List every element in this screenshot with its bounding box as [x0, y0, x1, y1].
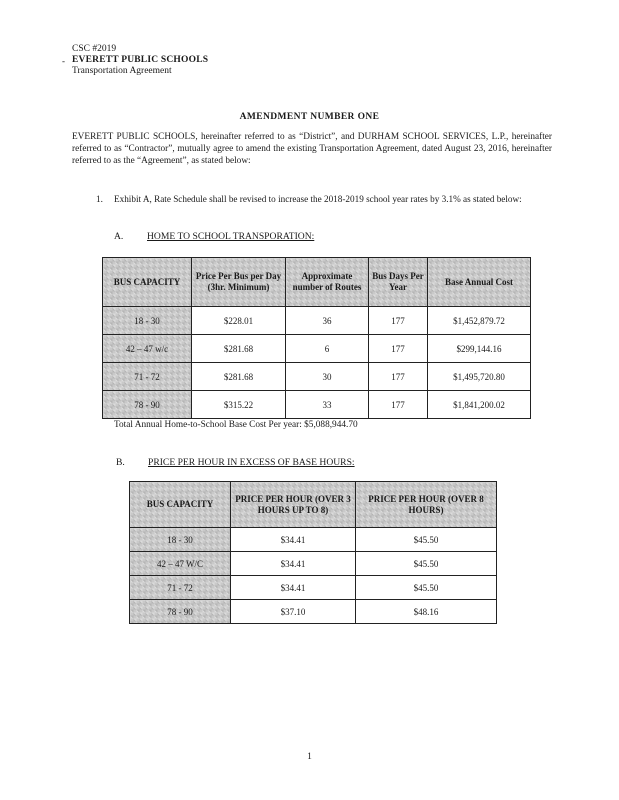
table-cell: $281.68 [192, 363, 286, 391]
column-header: Bus Days Per Year [369, 258, 428, 307]
table-row [103, 391, 531, 419]
table-cell: 71 - 72 [130, 576, 231, 600]
table-header-row [103, 258, 531, 307]
table-cell: 18 - 30 [130, 528, 231, 552]
section-letter: A. [114, 231, 124, 242]
table-cell: $34.41 [231, 576, 356, 600]
table-cell: $48.16 [356, 600, 497, 624]
column-header: BUS CAPACITY [130, 482, 231, 528]
table-cell: 177 [369, 391, 428, 419]
table-cell: $34.41 [231, 528, 356, 552]
list-item-text: Exhibit A, Rate Schedule shall be revised to increase the 2018-2019 school year rates by 3.1% as stated below: [114, 194, 522, 204]
table-cell: 18 - 30 [103, 307, 192, 335]
table-cell: 71 - 72 [103, 363, 192, 391]
organization-name: EVERETT PUBLIC SCHOOLS [72, 55, 209, 65]
page-number: 1 [307, 752, 312, 762]
column-header: PRICE PER HOUR (OVER 3 HOURS UP TO 8) [231, 482, 356, 528]
table-cell: $299,144.16 [428, 335, 531, 363]
annual-total: Total Annual Home-to-School Base Cost Per year: $5,088,944.70 [114, 420, 358, 430]
table-cell: 42 – 47 w/c [103, 335, 192, 363]
contract-number: CSC #2019 [72, 44, 117, 54]
table-cell: 78 - 90 [103, 391, 192, 419]
table-cell: 30 [286, 363, 369, 391]
table-row [130, 600, 497, 624]
table-cell: $37.10 [231, 600, 356, 624]
table-cell: 177 [369, 363, 428, 391]
column-header: Approximate number of Routes [286, 258, 369, 307]
table-cell: 36 [286, 307, 369, 335]
table-cell: $1,841,200.02 [428, 391, 531, 419]
table-cell: $45.50 [356, 528, 497, 552]
table-cell: $45.50 [356, 552, 497, 576]
margin-mark: - [62, 56, 65, 66]
document-title: AMENDMENT NUMBER ONE [239, 112, 380, 122]
table-header-row [130, 482, 497, 528]
table-cell: $281.68 [192, 335, 286, 363]
column-header: BUS CAPACITY [103, 258, 192, 307]
table-row [103, 335, 531, 363]
table-row [130, 552, 497, 576]
table-cell: 177 [369, 335, 428, 363]
column-header: Base Annual Cost [428, 258, 531, 307]
agreement-name: Transportation Agreement [72, 66, 172, 76]
table-cell: 78 - 90 [130, 600, 231, 624]
section-title: PRICE PER HOUR IN EXCESS OF BASE HOURS: [148, 457, 355, 468]
list-item-number: 1. [96, 194, 103, 204]
section-letter: B. [116, 457, 125, 468]
intro-paragraph: EVERETT PUBLIC SCHOOLS, hereinafter referred to as “District”, and DURHAM SCHOOL SERVICES, L.P., hereinafter referred to as “Contractor”, mutually agree to amend the existing Transportation Agreement, dated August 23, 2016, hereinafter referred to as the “Agreement”, as stated below: [72, 132, 552, 167]
table-row [130, 576, 497, 600]
table-cell: $1,495,720.80 [428, 363, 531, 391]
table-cell: $1,452,879.72 [428, 307, 531, 335]
home-to-school-rate-table [102, 257, 531, 419]
table-cell: 177 [369, 307, 428, 335]
table-row [130, 528, 497, 552]
table-cell: 42 – 47 W/C [130, 552, 231, 576]
table-cell: $45.50 [356, 576, 497, 600]
document-header [72, 44, 208, 77]
hourly-rate-table [129, 481, 497, 624]
column-header: Price Per Bus per Day (3hr. Minimum) [192, 258, 286, 307]
table-cell: 33 [286, 391, 369, 419]
section-title: HOME TO SCHOOL TRANSPORATION: [147, 231, 315, 242]
table-cell: 6 [286, 335, 369, 363]
table-cell: $34.41 [231, 552, 356, 576]
table-cell: $228.01 [192, 307, 286, 335]
table-cell: $315.22 [192, 391, 286, 419]
table-row [103, 307, 531, 335]
table-row [103, 363, 531, 391]
column-header: PRICE PER HOUR (OVER 8 HOURS) [356, 482, 497, 528]
